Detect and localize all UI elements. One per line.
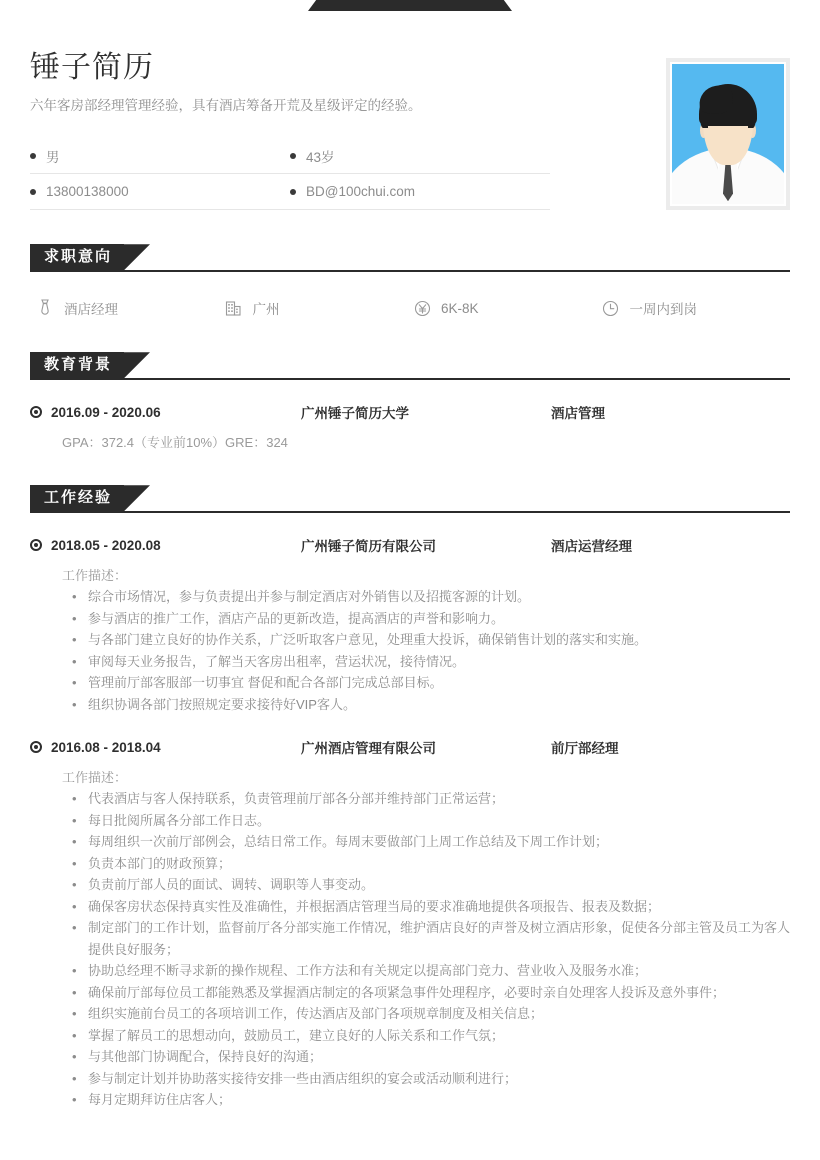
section-title: 求职意向 (30, 244, 124, 270)
avatar-illustration (672, 64, 784, 204)
top-banner-area (0, 0, 820, 12)
work-bullet-item: • 确保客房状态保持真实性及准确性，并根据酒店管理当局的要求准确地提供各项报告、报表及数据； (72, 896, 790, 918)
intention-label: 酒店经理 (64, 302, 118, 318)
education-date: 2016.09 - 2020.06 (51, 404, 161, 420)
intention-item-position (36, 298, 225, 318)
work-bullet-item: • 代表酒店与客人保持联系，负责管理前厅部各分部并维持部门正常运营； (72, 788, 790, 810)
work-bullet-item: • 协助总经理不断寻求新的操作规程、工作方法和有关规定以提高部门竞力、营业收入及服务水准； (72, 960, 790, 982)
contact-item-phone (30, 174, 290, 210)
work-entry-head (30, 535, 790, 555)
resume-page (0, 12, 820, 1111)
bullet-dot-icon (290, 153, 296, 159)
section-arrow-shape (124, 485, 150, 511)
work-bullet-item: • 每周组织一次前厅部例会，总结日常工作。每周末要做部门上周工作总结及下周工作计划； (72, 831, 790, 853)
contact-value: 13800138000 (46, 184, 129, 200)
education-detail: GPA：372.4（专业前10%）GRE：324 (62, 435, 288, 451)
work-bullet-item: • 与各部门建立良好的协作关系，广泛听取客户意见，处理重大投诉，确保销售计划的落实和实施。 (72, 629, 790, 651)
bullet-dot-icon (30, 189, 36, 195)
intention-label: 6K-8K (441, 300, 479, 316)
section-arrow-shape (124, 244, 150, 270)
intention-label: 一周内到岗 (629, 302, 697, 318)
page-title: 锤子简历 (30, 51, 154, 84)
contact-item-gender (30, 138, 290, 174)
contact-item-age (290, 138, 550, 174)
section-title: 工作经验 (30, 485, 124, 511)
section-rule (30, 511, 790, 513)
work-bullet-item: • 参与制定计划并协助落实接待安排一些由酒店组织的宴会或活动顺利进行； (72, 1068, 790, 1090)
work-role: 酒店运营经理 (551, 539, 632, 555)
work-bullet-item: • 确保前厅部每位员工都能熟悉及掌握酒店制定的各项紧急事件处理程序，必要时亲自处理客人投诉及意外事件； (72, 982, 790, 1004)
work-bullet-item: • 制定部门的工作计划，监督前厅各分部实施工作情况，维护酒店良好的声誉及树立酒店形象，促使各分部主管及员工为客人提供良好服务； (72, 917, 790, 960)
intention-items (30, 298, 790, 318)
intention-item-city (225, 298, 414, 318)
header-tagline: 六年客房部经理管理经验，具有酒店筹备开荒及星级评定的经验。 (30, 98, 422, 113)
work-desc-label: 工作描述： (62, 568, 128, 584)
entry-marker-icon (30, 741, 42, 753)
contact-value: BD@100chui.com (306, 184, 416, 200)
work-bullet-item: • 每月定期拜访住店客人； (72, 1089, 790, 1111)
section-arrow-shape (124, 352, 150, 378)
work-entry (30, 737, 790, 1111)
section-header-education (30, 352, 790, 378)
work-date: 2018.05 - 2020.08 (51, 537, 161, 553)
section-rule (30, 270, 790, 272)
clock-icon (602, 299, 620, 317)
contact-value: 男 (46, 149, 60, 165)
entry-marker-icon (30, 406, 42, 418)
bullet-dot-icon (290, 189, 296, 195)
contact-item-email (290, 174, 550, 210)
resume-header (30, 12, 790, 210)
section-work (30, 485, 790, 1111)
work-bullet-item: • 与其他部门协调配合，保持良好的沟通； (72, 1046, 790, 1068)
work-entry-head (30, 737, 790, 757)
work-bullet-item: • 负责前厅部人员的面试、调转、调职等人事变动。 (72, 874, 790, 896)
work-bullet-item: • 参与酒店的推广工作，酒店产品的更新改造，提高酒店的声誉和影响力。 (72, 608, 790, 630)
work-role: 前厅部经理 (551, 741, 619, 757)
work-bullet-item: • 掌握了解员工的思想动向，鼓励员工，建立良好的人际关系和工作气氛； (72, 1025, 790, 1047)
intention-item-availability (602, 298, 791, 318)
education-entry-head (30, 402, 790, 422)
work-bullet-list (30, 586, 790, 715)
contact-value: 43岁 (306, 149, 335, 165)
work-company: 广州锤子简历有限公司 (301, 539, 436, 555)
avatar (666, 58, 790, 210)
section-education (30, 352, 790, 451)
work-bullet-item: • 每日批阅所属各分部工作日志。 (72, 810, 790, 832)
bullet-dot-icon (30, 153, 36, 159)
intention-item-salary (413, 298, 602, 318)
work-entry (30, 535, 790, 715)
section-intention (30, 244, 790, 318)
contact-grid (30, 138, 550, 210)
building-icon (225, 299, 243, 317)
education-school: 广州锤子简历大学 (301, 406, 409, 422)
section-title: 教育背景 (30, 352, 124, 378)
section-header-work (30, 485, 790, 511)
work-bullet-list (30, 788, 790, 1111)
work-company: 广州酒店管理有限公司 (301, 741, 436, 757)
education-major: 酒店管理 (551, 406, 605, 422)
header-left (30, 42, 550, 210)
entry-marker-icon (30, 539, 42, 551)
section-header-intention (30, 244, 790, 270)
intention-label: 广州 (252, 302, 280, 318)
tie-icon (36, 299, 54, 317)
education-entry (30, 402, 790, 451)
yen-icon (413, 299, 431, 317)
work-bullet-item: • 综合市场情况，参与负责提出并参与制定酒店对外销售以及招揽客源的计划。 (72, 586, 790, 608)
work-bullet-item: • 管理前厅部客服部一切事宜 督促和配合各部门完成总部目标。 (72, 672, 790, 694)
work-desc-label: 工作描述： (62, 770, 128, 786)
top-banner-shape (308, 0, 512, 11)
work-bullet-item: • 组织协调各部门按照规定要求接待好VIP客人。 (72, 694, 790, 716)
work-bullet-item: • 组织实施前台员工的各项培训工作，传达酒店及部门各项规章制度及相关信息； (72, 1003, 790, 1025)
work-bullet-item: • 负责本部门的财政预算； (72, 853, 790, 875)
work-date: 2016.08 - 2018.04 (51, 739, 161, 755)
section-rule (30, 378, 790, 380)
work-bullet-item: • 审阅每天业务报告，了解当天客房出租率，营运状况，接待情况。 (72, 651, 790, 673)
